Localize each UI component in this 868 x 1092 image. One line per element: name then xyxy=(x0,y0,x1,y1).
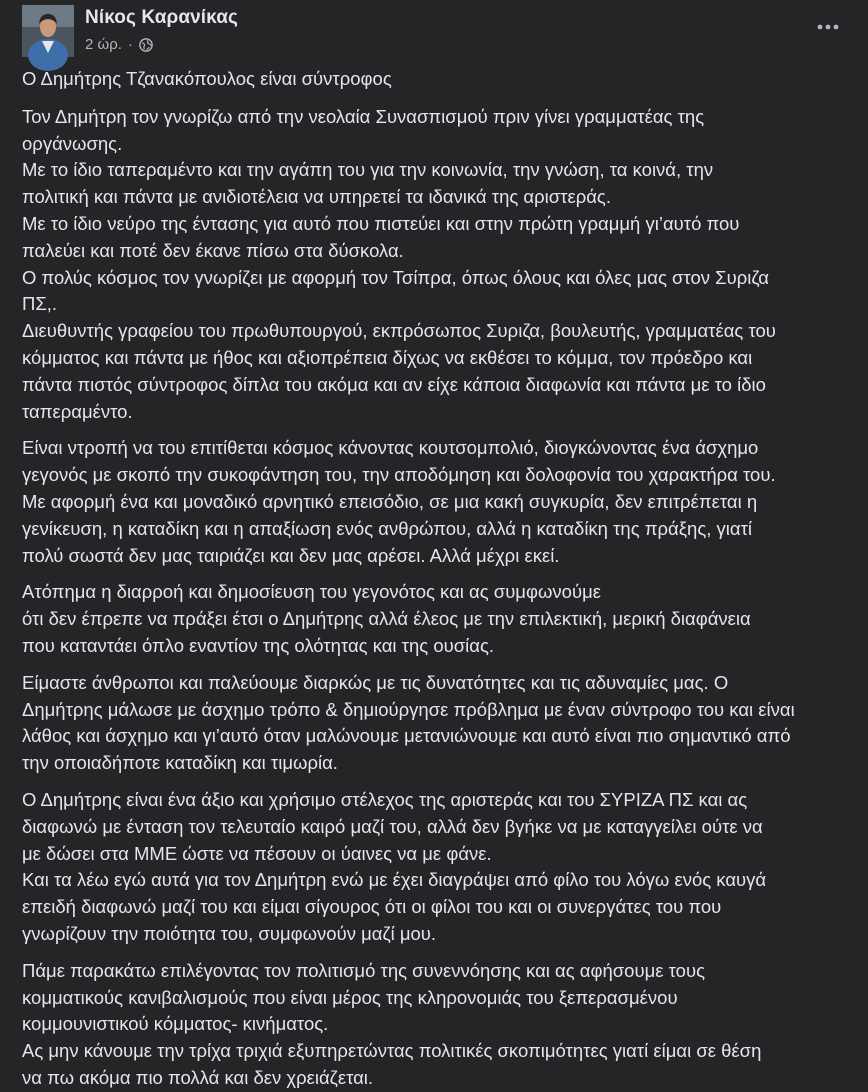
avatar-photo xyxy=(22,5,74,57)
meta-separator: · xyxy=(127,36,133,53)
post-paragraph: Πάμε παρακάτω επιλέγοντας τον πολιτισμό της συνεννόησης και ας αφήσουμε τους κομματικούς κανιβαλισμούς που είναι μέρος της κληρονομιάς του ξεπερασμένου κομμουνιστικού κόμματος- κινήματος. Ας μην κάνουμε την τρίχα τριχιά εξυπηρετώντας πολιτικές σκοπιμότητες γιατί είμαι σε θέση να πω ακόμα πιο πολλά και δεν χρειάζεται. xyxy=(22,959,762,1088)
post-meta xyxy=(85,36,153,53)
post-paragraph: Ο Δημήτρης είναι ένα άξιο και χρήσιμο στέλεχος της αριστεράς και του ΣΥΡΙΖΑ ΠΣ και ας διαφωνώ με ένταση τον τελευταίο καιρό μαζί του, αλλά δεν βγήκε να με καταγγείλει ούτε να με δώσει στα ΜΜΕ ώστε να πέσουν οι ύαινες να με φάνε. Και τα λέω εγώ αυτά για τον Δημήτρη ενώ με έχει διαγράψει από φίλο του λόγω ενός καυγά επειδή διαφωνώ μαζί του και είμαι σίγουρος ότι οι φίλοι του και οι συνεργάτες του που γνωρίζουν την ποιότητα του, συμφωνούν μαζί μου. xyxy=(22,788,767,944)
post-paragraph: Είμαστε άνθρωποι και παλεύουμε διαρκώς με τις δυνατότητες και τις αδυναμίες μας. Ο Δημήτρης μάλωσε με άσχημο τρόπο & δημιούργησε πρόβλημα με έναν σύντροφο του και είναι λάθος και άσχημο και γι’αυτό όταν μαλώνουμε μετανιώνουμε και αυτό είναι πιο σημαντικό από την οποιαδήποτε καταδίκη και τιμωρία. xyxy=(22,671,795,774)
avatar[interactable] xyxy=(22,5,74,57)
post-paragraph: Ατόπημα η διαρροή και δημοσίευση του γεγονότος και ας συμφωνούμε ότι δεν έπρεπε να πράξει έτσι ο Δημήτρης αλλά έλεος με την επιλεκτική, μερική διαφάνεια που καταντάει όπλο εναντίον της ολότητας και της ουσίας. xyxy=(22,581,751,656)
author-name[interactable]: Νίκος Καρανίκας xyxy=(85,7,238,28)
post-paragraph: Είναι ντροπή να του επιτίθεται κόσμος κάνοντας κουτσομπολιό, διογκώνοντας ένα άσχημο γεγονός με σκοπό την συκοφάντηση του, την αποδόμηση και δολοφονία του χαρακτήρα του. Με αφορμή ένα και μοναδικό αρνητικό επεισόδιο, σε μια κακή συγκυρία, δεν επιτρέπεται η γενίκευση, η καταδίκη και η απαξίωση ενός ανθρώπου, αλλά η καταδίκη της πράξης, γιατί πολύ σωστά δεν μας ταιριάζει και δεν μας αρέσει. Αλλά μέχρι εκεί. xyxy=(22,437,776,566)
post-header xyxy=(22,5,848,61)
post-paragraph-title: Ο Δημήτρης Τζανακόπουλος είναι σύντροφος xyxy=(22,68,392,89)
more-options-icon[interactable] xyxy=(814,13,842,41)
post-body xyxy=(22,66,848,1092)
post-timestamp[interactable]: 2 ώρ. xyxy=(85,36,122,53)
globe-icon[interactable] xyxy=(139,38,153,52)
post-paragraph: Τον Δημήτρη τον γνωρίζω από την νεολαία Συνασπισμού πριν γίνει γραμματέας της οργάνωσης. Με το ίδιο ταπεραμέντο και την αγάπη του για την κοινωνία, την γνώση, τα κοινά, την πολιτική και πάντα με ανιδιοτέλεια να υπηρετεί τα ιδανικά της αριστεράς. Με το ίδιο νεύρο της έντασης για αυτό που πιστεύει και στην πρώτη γραμμή γι’αυτό που παλεύει και ποτέ δεν έκανε πίσω στα δύσκολα. Ο πολύς κόσμος τον γνωρίζει με αφορμή τον Τσίπρα, όπως όλους και όλες μας στον Συριζα ΠΣ,. Διευθυντής γραφείου του πρωθυπουργού, εκπρόσωπος Συριζα, βουλευτής, γραμματέας του κόμματος και πάντα με ήθος και αξιοπρέπεια δίχως να εκθέσει το κόμμα, τον πρόεδρο και πάντα πιστός σύντροφος δίπλα του ακόμα και αν είχε κάποια διαφωνία και πάντα με το ίδιο ταπεραμέντο. xyxy=(22,105,776,422)
